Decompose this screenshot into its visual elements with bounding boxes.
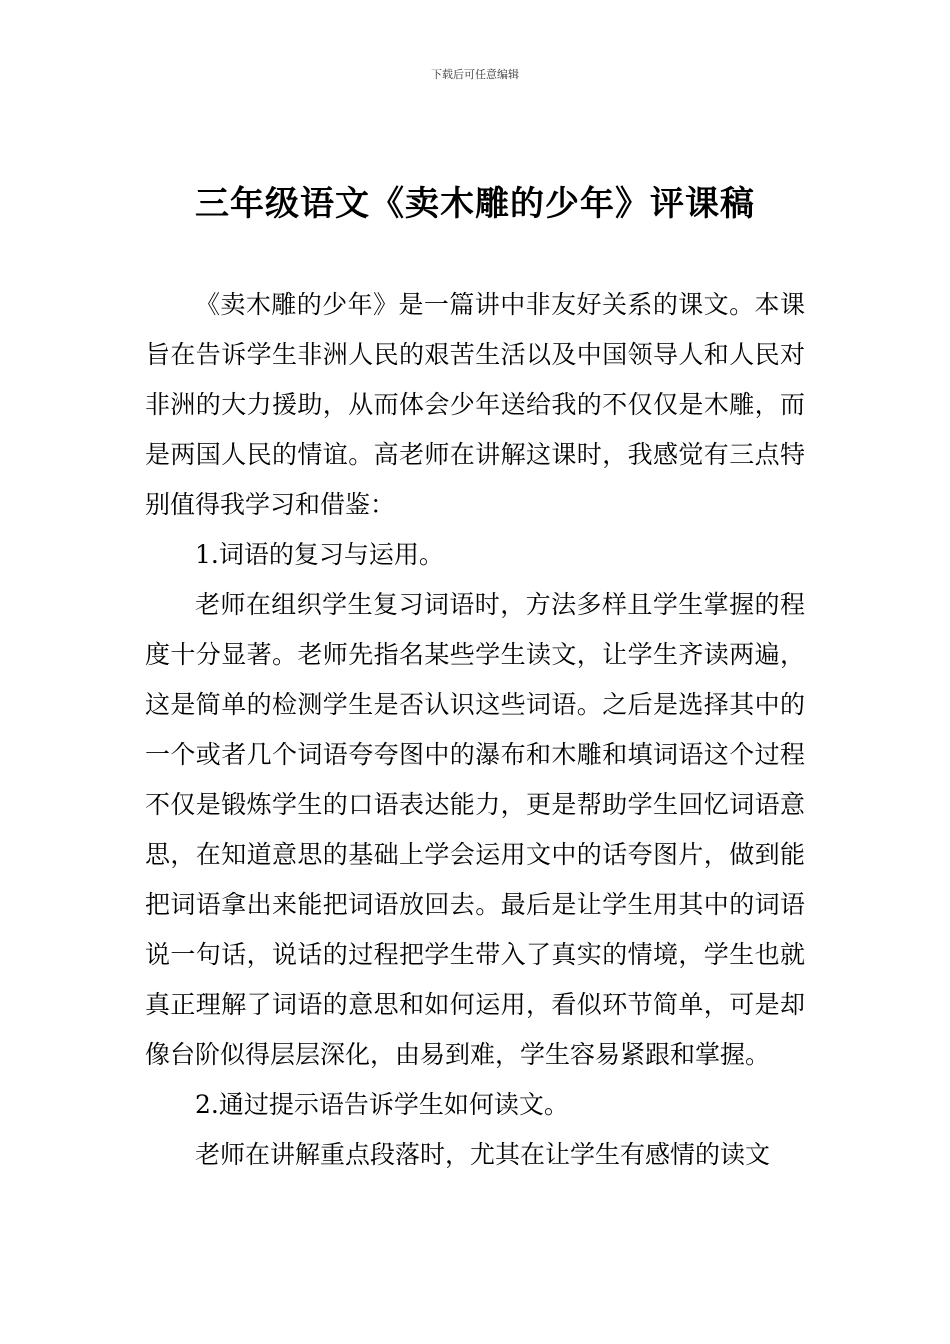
paragraph-point-2-body: 老师在讲解重点段落时，尤其在让学生有感情的读文 xyxy=(195,1140,771,1169)
document-title: 三年级语文《卖木雕的少年》评课稿 xyxy=(195,184,755,224)
page-header: 下载后可任意编辑 xyxy=(431,68,519,81)
paragraph-point-1-body: 老师在组织学生复习词语时，方法多样且学生掌握的程度十分显著。老师先指名某些学生读文，让学生齐读两遍，这是简单的检测学生是否认识这些词语。之后是选择其中的一个或者几个词语夸夸图中的瀑布和木雕和填词语这个过程不仅是锻炼学生的口语表达能力，更是帮助学生回忆词语意思，在知道意思的基础上学会运用文中的话夸图片，做到能把词语拿出来能把词语放回去。最后是让学生用其中的词语说一句话，说话的过程把学生带入了真实的情境，学生也就真正理解了词语的意思和如何运用，看似环节简单，可是却像台阶似得层层深化，由易到难，学生容易紧跟和掌握。 xyxy=(145,590,805,1069)
paragraph-point-1-heading: 1.词语的复习与运用。 xyxy=(195,540,444,569)
paragraph-point-2-heading: 2.通过提示语告诉学生如何读文。 xyxy=(195,1090,569,1119)
paragraph-intro: 《卖木雕的少年》是一篇讲中非友好关系的课文。本课旨在告诉学生非洲人民的艰苦生活以及中国领导人和人民对非洲的大力援助，从而体会少年送给我的不仅仅是木雕，而是两国人民的情谊。高老师在讲解这课时，我感觉有三点特别值得我学习和借鉴： xyxy=(145,290,805,519)
document-body xyxy=(145,280,805,1180)
